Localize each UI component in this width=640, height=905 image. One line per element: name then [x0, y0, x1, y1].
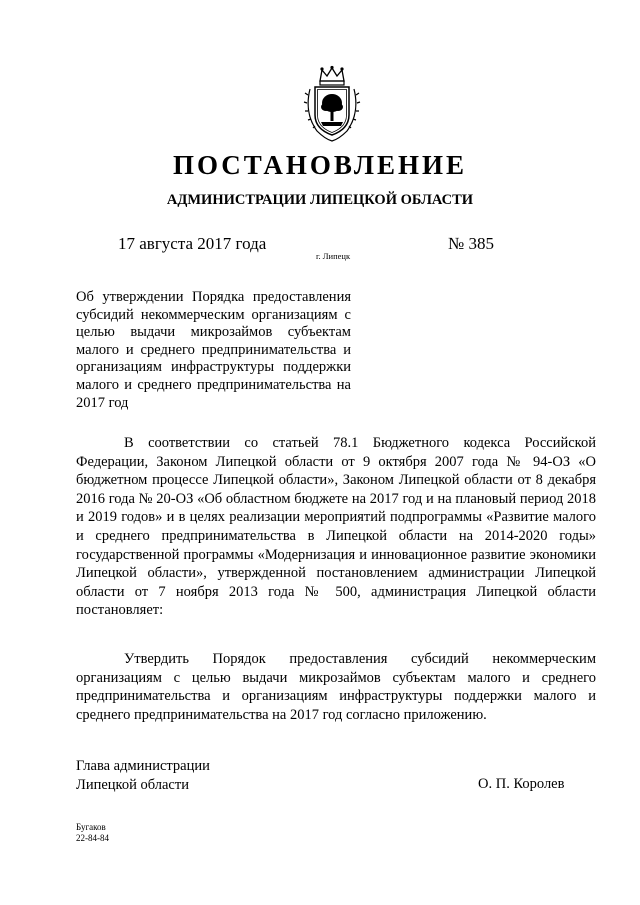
document-number: № 385 [448, 234, 494, 253]
executor-phone: 22-84-84 [76, 833, 109, 843]
issuing-authority: АДМИНИСТРАЦИИ ЛИПЕЦКОЙ ОБЛАСТИ [166, 192, 474, 208]
signatory-position [76, 757, 210, 795]
signatory-position-line2: Липецкой области [76, 777, 189, 793]
document-city: г. Липецк [316, 251, 351, 261]
resolution-paragraph: Утвердить Порядок предоставления субсидий некоммерческим организациям с целью выдачи микрозаймов субъектам малого и среднего предпринимательства и организациям инфраструктуры поддержки малого и среднего предпринимательства на 2017 год согласно приложению. [76, 651, 596, 723]
document-title: ПОСТАНОВЛЕНИЕ [172, 150, 468, 180]
coat-of-arms-icon [303, 65, 361, 143]
preamble-paragraph: В соответствии со статьей 78.1 Бюджетного кодекса Российской Федерации, Законом Липецкой области от 9 октября 2007 года № 94-ОЗ «О бюджетном процессе Липецкой области», Законом Липецкой области от 8 декабря 2016 года № 20-ОЗ «Об областном бюджете на 2017 год и на плановый период 2018 и 2019 годов» и в целях реализации мероприятий подпрограммы «Развитие малого и среднего предпринимательства в Липецкой области на 2014-2020 годы» государственной программы «Модернизация и инновационное развитие экономики Липецкой области», утвержденной постановлением администрации Липецкой области от 7 ноября 2013 года № 500, администрация Липецкой области постановляет: [76, 435, 596, 619]
executor-name: Бугаков [76, 822, 106, 832]
signatory-name: О. П. Королев [478, 776, 565, 792]
document-date: 17 августа 2017 года [118, 234, 267, 253]
signatory-position-line1: Глава администрации [76, 758, 210, 774]
executor-info [76, 822, 109, 844]
document-subject: Об утверждении Порядка предоставления субсидий некоммерческим организациям с целью выдачи микрозаймов субъектам малого и среднего предпринимательства и организациям инфраструктуры поддержки малого и среднего предпринимательства на 2017 год [76, 289, 351, 411]
